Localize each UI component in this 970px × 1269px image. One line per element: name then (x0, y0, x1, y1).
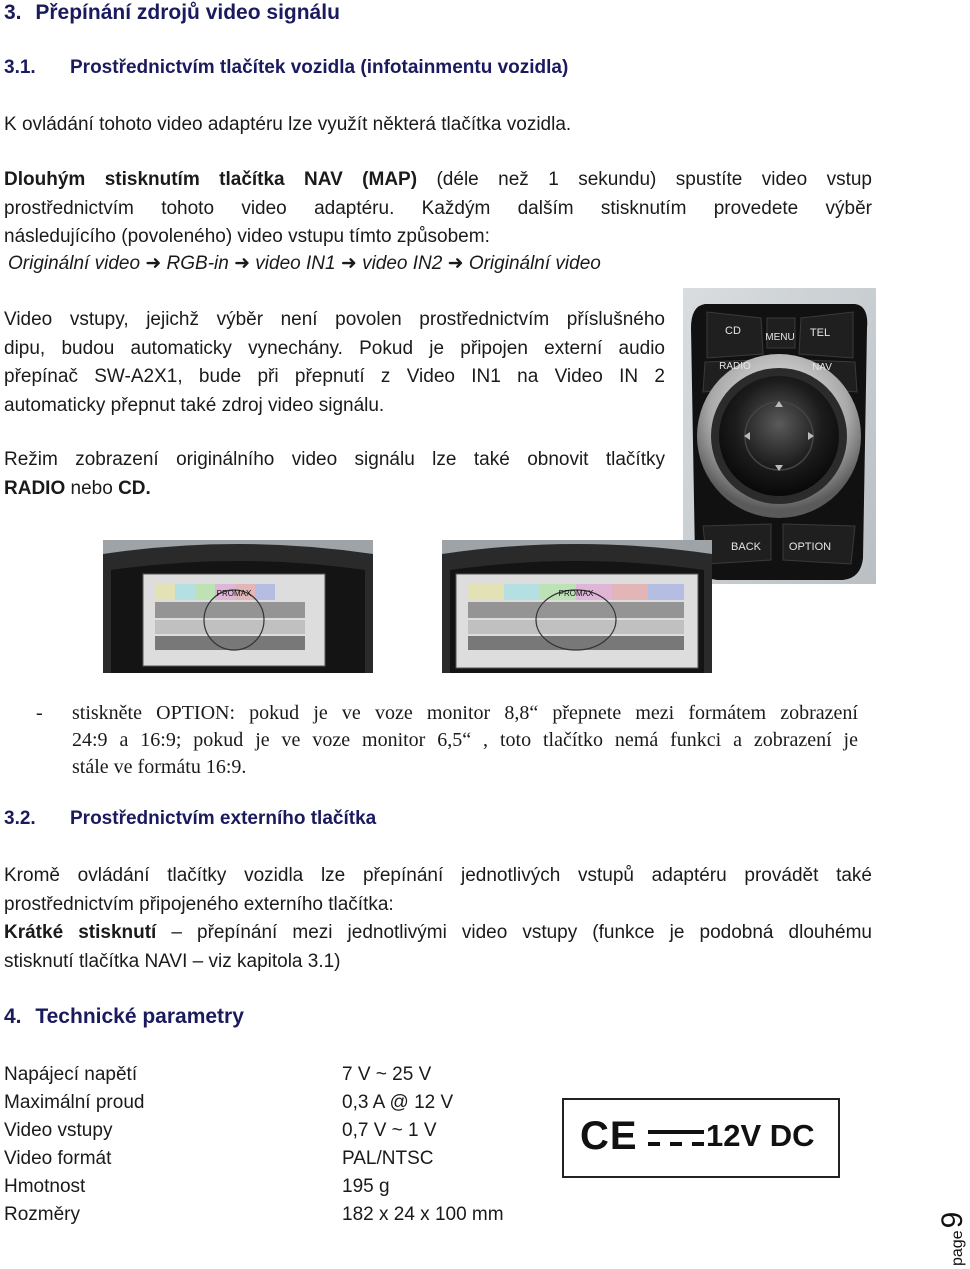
menu-button-label: MENU (765, 332, 795, 343)
spec-value: 7 V ~ 25 V (342, 1064, 432, 1085)
monitor-brand: PROMAX (216, 589, 252, 598)
spec-label: Rozměry (4, 1204, 81, 1225)
arrow-right-icon: ➜ (234, 253, 251, 274)
paragraph-line: automaticky přepnut také zdroj video signálu. (4, 394, 385, 416)
specs-table (4, 1064, 504, 1232)
section-number: 3.1. (4, 57, 36, 78)
sequence-item: video IN1 (255, 253, 336, 274)
section-4-heading (4, 1005, 244, 1029)
bullet-line: 24:9 a 16:9; pokud je ve voze monitor 6,5“ , toto tlačítko nemá funkci a zobrazení je (72, 729, 858, 751)
section-3-heading (4, 1, 340, 25)
table-row (4, 1092, 504, 1120)
radio-label: RADIO (4, 477, 66, 499)
skip-paragraph (4, 306, 665, 420)
option-bullet-dash: - (36, 702, 43, 724)
spec-label: Napájecí napětí (4, 1064, 138, 1085)
section-number: 3. (4, 1, 22, 24)
sequence-item: Originální video (468, 253, 601, 274)
page-number (936, 1212, 970, 1266)
ce-mark: CE (580, 1114, 638, 1158)
section-number: 4. (4, 1005, 22, 1028)
spec-value: PAL/NTSC (342, 1148, 434, 1169)
section-title: Technické parametry (35, 1005, 244, 1028)
cd-button-label: CD (725, 325, 741, 337)
spec-value: 0,7 V ~ 1 V (342, 1120, 437, 1141)
paragraph-line: prostřednictvím připojeného externího tlačítka: (4, 893, 394, 915)
text: nebo (70, 477, 113, 499)
arrow-right-icon: ➜ (145, 253, 162, 274)
paragraph-line: Video vstupy, jejichž výběr není povolen prostřednictvím příslušného (4, 309, 665, 330)
monitor-brand: PROMAX (558, 589, 594, 598)
restore-paragraph (4, 446, 665, 503)
section-title: Prostřednictvím externího tlačítka (70, 808, 377, 829)
bullet-line: stiskněte OPTION: pokud je ve voze monitor 8,8“ přepnete mezi formátem zobrazení (72, 702, 858, 724)
spec-label: Maximální proud (4, 1092, 145, 1113)
page-number-value: 9 (936, 1211, 969, 1229)
sequence-item: RGB-in (166, 253, 229, 274)
monitor-photo-narrow (442, 540, 712, 673)
paragraph-line (4, 475, 665, 504)
bullet-line: stále ve formátu 16:9. (72, 756, 247, 778)
bold-phrase: Krátké stisknutí (4, 922, 157, 943)
voltage-label: 12V DC (706, 1118, 815, 1153)
nav-paragraph-line: prostřednictvím tohoto video adaptéru. Každým dalším stisknutím provedete výběr (4, 197, 872, 219)
input-sequence (8, 250, 601, 279)
paragraph-line: Kromě ovládání tlačítky vozidla lze přepínání jednotlivých vstupů adaptéru provádět také (4, 865, 872, 886)
section-title: Prostřednictvím tlačítek vozidla (infotainmentu vozidla) (70, 57, 569, 78)
monitor-narrow-illustration (442, 540, 712, 673)
section-3-2-heading (4, 808, 377, 830)
spec-value: 195 g (342, 1176, 390, 1197)
back-button-label: BACK (731, 541, 761, 553)
section-number: 3.2. (4, 808, 36, 829)
radio-button-label: RADIO (719, 361, 751, 372)
table-row (4, 1204, 504, 1232)
text: (déle než 1 sekundu) spustíte video vstup (436, 169, 873, 190)
spec-label: Video vstupy (4, 1120, 113, 1141)
table-row (4, 1064, 504, 1092)
table-row (4, 1120, 504, 1148)
monitor-photo-wide (103, 540, 373, 673)
ce-label-box (562, 1098, 840, 1178)
nav-paragraph (4, 166, 872, 252)
option-button-label: OPTION (788, 541, 832, 553)
monitor-wide-illustration (103, 540, 373, 673)
tel-button-label: TEL (809, 327, 831, 339)
section-3-1-heading (4, 57, 569, 79)
arrow-right-icon: ➜ (340, 253, 357, 274)
paragraph-line: dipu, budou automaticky vynechány. Pokud je připojen externí audio (4, 337, 665, 359)
nav-paragraph-line (4, 166, 872, 195)
sequence-item: Originální video (8, 253, 141, 274)
intro-paragraph: K ovládání tohoto video adaptéru lze využít některá tlačítka vozidla. (4, 114, 572, 135)
paragraph-line: Režim zobrazení originálního video signálu lze také obnovit tlačítky (4, 449, 665, 470)
paragraph-line: přepínač SW-A2X1, bude při přepnutí z Video IN1 na Video IN 2 (4, 366, 665, 387)
table-row (4, 1148, 504, 1176)
option-bullet-text (72, 700, 858, 781)
paragraph-line: stisknutí tlačítka NAVI – viz kapitola 3.1) (4, 950, 341, 972)
cd-label: CD. (118, 477, 151, 499)
paragraph-line (4, 919, 872, 948)
text: – přepínání mezi jednotlivými video vstupy (funkce je podobná dlouhému (171, 922, 872, 943)
spec-value: 182 x 24 x 100 mm (342, 1204, 504, 1225)
nav-button-label: NAV (812, 362, 832, 373)
spec-label: Video formát (4, 1148, 112, 1169)
nav-paragraph-line: následujícího (povoleného) video vstupu tímto způsobem: (4, 226, 490, 247)
page-word: page (949, 1230, 966, 1266)
spec-value: 0,3 A @ 12 V (342, 1092, 454, 1113)
section-title: Přepínání zdrojů video signálu (35, 1, 340, 24)
dc-symbol-icon (648, 1128, 704, 1152)
spec-label: Hmotnost (4, 1176, 86, 1197)
table-row (4, 1176, 504, 1204)
arrow-right-icon: ➜ (447, 253, 464, 274)
bold-phrase: Dlouhým stisknutím tlačítka NAV (MAP) (4, 169, 418, 190)
sequence-item: video IN2 (362, 253, 443, 274)
external-button-paragraph (4, 862, 872, 976)
